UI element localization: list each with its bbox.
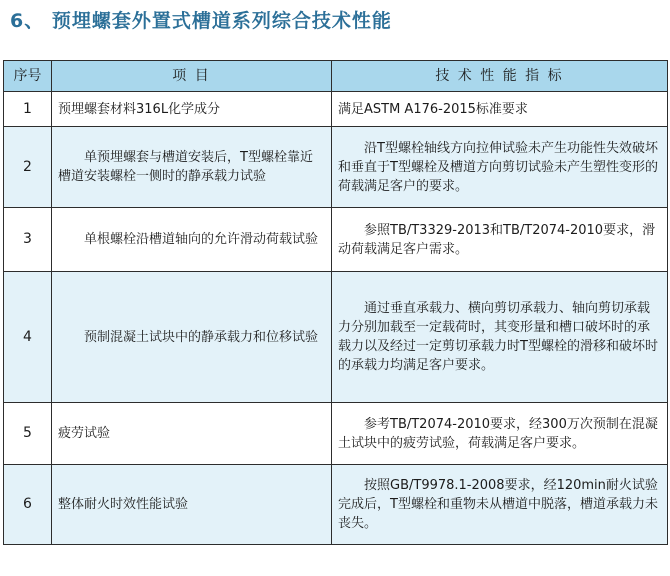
row-performance: 通过垂直承载力、横向剪切承载力、轴向剪切承载力分别加载至一定载荷时，其变形量和槽口破坏时的承载力以及经过一定剪切承载力时T型螺栓的滑移和破坏时的承载力均满足客户要求。 — [332, 272, 668, 403]
row-performance: 沿T型螺栓轴线方向拉伸试验未产生功能性失效破坏和垂直于T型螺栓及槽道方向剪切试验未产生塑性变形的荷载满足客户的要求。 — [332, 127, 668, 208]
table-row — [4, 92, 668, 127]
row-item: 预制混凝土试块中的静承载力和位移试验 — [52, 272, 332, 403]
header-performance: 技 术 性 能 指 标 — [332, 61, 668, 92]
table-row — [4, 208, 668, 272]
header-no: 序号 — [4, 61, 52, 92]
table-row — [4, 272, 668, 403]
table-row — [4, 127, 668, 208]
row-no: 4 — [4, 272, 52, 403]
row-item: 疲劳试验 — [52, 403, 332, 465]
table-header-row — [4, 61, 668, 92]
row-performance: 参照TB/T3329-2013和TB/T2074-2010要求，滑动荷载满足客户需求。 — [332, 208, 668, 272]
row-performance: 满足ASTM A176-2015标准要求 — [332, 92, 668, 127]
row-performance: 按照GB/T9978.1-2008要求，经120min耐火试验完成后，T型螺栓和重物未从槽道中脱落，槽道承载力未丧失。 — [332, 465, 668, 545]
row-no: 1 — [4, 92, 52, 127]
section-number: 6、 — [10, 10, 45, 32]
section-heading — [10, 6, 392, 33]
performance-table — [3, 60, 668, 545]
row-no: 3 — [4, 208, 52, 272]
row-item: 单预埋螺套与槽道安装后，T型螺栓靠近槽道安装螺栓一侧时的静承载力试验 — [52, 127, 332, 208]
header-item: 项 目 — [52, 61, 332, 92]
table-row — [4, 403, 668, 465]
row-performance: 参考TB/T2074-2010要求，经300万次预制在混凝土试块中的疲劳试验，荷载满足客户要求。 — [332, 403, 668, 465]
row-no: 2 — [4, 127, 52, 208]
row-no: 5 — [4, 403, 52, 465]
row-no: 6 — [4, 465, 52, 545]
row-item: 单根螺栓沿槽道轴向的允许滑动荷载试验 — [52, 208, 332, 272]
row-item: 预埋螺套材料316L化学成分 — [52, 92, 332, 127]
section-title: 预埋螺套外置式槽道系列综合技术性能 — [51, 10, 392, 32]
table-row — [4, 465, 668, 545]
row-item: 整体耐火时效性能试验 — [52, 465, 332, 545]
